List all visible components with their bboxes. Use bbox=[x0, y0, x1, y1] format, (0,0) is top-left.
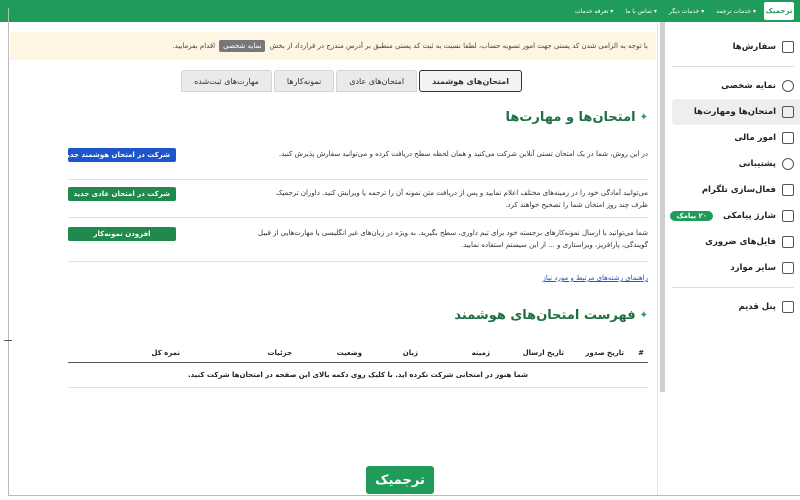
column-header: تاریخ ارسال bbox=[522, 349, 564, 357]
section-title-exams bbox=[505, 110, 648, 125]
section-title-text: فهرست امتحان‌های هوشمند bbox=[454, 308, 636, 323]
nav-other-services[interactable]: خدمات دیگر ▾ bbox=[668, 7, 705, 15]
sidebar-item-label: فایل‌های ضروری bbox=[705, 237, 776, 247]
sidebar-item-other[interactable] bbox=[658, 255, 800, 281]
column-header: # bbox=[638, 349, 644, 357]
alert-text-before: با توجه به الزامی شدن کد پستی جهت امور تسویه حساب، لطفا نسبت به ثبت کد پستی منطبق بر آدرس مندرج در قرارداد از بخش bbox=[269, 42, 648, 50]
exam-option-description: در این روش، شما در یک امتحان تستی آنلاین شرکت می‌کنید و همان لحظه سطح دریافت کرده و می‌توانید سفارش پذیرش کنید. bbox=[278, 150, 648, 158]
frame-divider bbox=[8, 8, 9, 496]
logo[interactable]: ترجمیک bbox=[764, 2, 794, 20]
scrollbar[interactable] bbox=[660, 22, 665, 392]
empty-table-message: شما هنوز در امتحانی شرکت نکرده اید. با کلیک روی دکمه بالای این صفحه در امتحان‌ها شرکت کنید. bbox=[68, 363, 648, 388]
sidebar-item-orders[interactable] bbox=[658, 34, 800, 60]
column-header: جزئیات bbox=[267, 349, 292, 357]
panel-icon bbox=[782, 301, 794, 313]
main-content bbox=[10, 22, 656, 492]
column-header: تاریخ صدور bbox=[585, 349, 624, 357]
exam-option-description: می‌توانید آمادگی خود را در زمینه‌های مختلف اعلام نمایید و پس از دریافت متن نمونه آن را ترجمه یا ویرایش کنید. داوران ترجمیک ظرف چند روز امتحان شما را تصحیح خواهند کرد. bbox=[276, 189, 648, 209]
column-header: زبان bbox=[402, 349, 418, 357]
postal-code-alert bbox=[10, 32, 656, 60]
sidebar-item-label: پشتیبانی bbox=[738, 159, 776, 169]
divider bbox=[4, 340, 12, 341]
sidebar-item-exams[interactable] bbox=[672, 99, 800, 125]
support-icon bbox=[782, 158, 794, 170]
section-title-smart-exams-list bbox=[454, 308, 648, 323]
tab-samples[interactable]: نمونه‌کارها bbox=[274, 70, 334, 92]
column-header: وضعیت bbox=[336, 349, 362, 357]
sidebar-item-label: سفارش‌ها bbox=[732, 42, 776, 52]
sidebar-divider bbox=[672, 287, 794, 288]
exam-icon bbox=[782, 106, 794, 118]
sidebar-item-label: امتحان‌ها ومهارت‌ها bbox=[693, 107, 776, 117]
nav-contact[interactable]: تماس با ما ▾ bbox=[625, 7, 657, 15]
add-sample-button[interactable]: افزودن نمونه‌کار bbox=[68, 227, 176, 241]
tab-regular-exams[interactable]: امتحان‌های عادی bbox=[336, 70, 417, 92]
alert-text-after: اقدام بفرمایید. bbox=[172, 42, 216, 50]
sidebar-item-files[interactable] bbox=[658, 229, 800, 255]
exam-option-regular bbox=[68, 180, 648, 218]
table-header bbox=[68, 344, 648, 363]
settings-icon bbox=[782, 262, 794, 274]
sidebar-item-label: فعال‌سازی تلگرام bbox=[701, 185, 776, 195]
sparkle-icon: ✦ bbox=[639, 310, 648, 321]
document-icon bbox=[782, 41, 794, 53]
alert-profile-link[interactable]: نمایه شخصی bbox=[219, 40, 265, 52]
sparkle-icon: ✦ bbox=[639, 112, 648, 123]
frame-divider-bottom bbox=[8, 495, 800, 496]
sidebar-item-label: شارژ پیامکی bbox=[723, 211, 776, 221]
sidebar-item-telegram[interactable] bbox=[658, 177, 800, 203]
tab-smart-exams[interactable]: امتحان‌های هوشمند bbox=[419, 70, 522, 92]
exam-option-smart bbox=[63, 140, 648, 180]
tab-registered-skills[interactable]: مهارت‌های ثبت‌شده bbox=[181, 70, 272, 92]
top-bar bbox=[0, 0, 800, 22]
sidebar-item-support[interactable] bbox=[658, 151, 800, 177]
sidebar-item-label: سایر موارد bbox=[730, 263, 776, 273]
sidebar-item-label: نمایه شخصی bbox=[721, 81, 776, 91]
sidebar bbox=[657, 22, 800, 495]
telegram-icon bbox=[782, 184, 794, 196]
sidebar-item-profile[interactable] bbox=[658, 73, 800, 99]
exam-option-sample bbox=[68, 218, 648, 262]
exam-tabs bbox=[179, 70, 522, 92]
sidebar-item-old-panel[interactable] bbox=[658, 294, 800, 320]
new-regular-exam-button[interactable]: شرکت در امتحان عادی جدید bbox=[68, 187, 176, 201]
column-header: زمینه bbox=[471, 349, 490, 357]
sms-badge: ۲۰ پیامک bbox=[670, 211, 713, 221]
wallet-icon bbox=[782, 132, 794, 144]
brand-logo: ترجمیک bbox=[366, 466, 434, 494]
sms-icon bbox=[782, 210, 794, 222]
top-nav bbox=[575, 0, 756, 22]
smart-exams-table bbox=[68, 344, 648, 388]
column-header: نمره کل bbox=[151, 349, 180, 357]
section-title-text: امتحان‌ها و مهارت‌ها bbox=[505, 110, 636, 125]
files-icon bbox=[782, 236, 794, 248]
related-fields-guide-link[interactable]: راهنمای رشته‌های مرتبط و مورد نیاز bbox=[542, 274, 648, 282]
nav-pricing[interactable]: تعرفه خدمات ▾ bbox=[574, 7, 614, 15]
sidebar-item-finance[interactable] bbox=[658, 125, 800, 151]
new-smart-exam-button[interactable]: شرکت در امتحان هوشمند جدید bbox=[68, 148, 176, 162]
sidebar-item-sms[interactable] bbox=[658, 203, 800, 229]
nav-translation-services[interactable]: خدمات ترجمه ▾ bbox=[716, 7, 756, 15]
exam-option-description: شما می‌توانید با ارسال نمونه‌کارهای برجسته خود برای تیم داوری، سطح بگیرید. به ویژه در زبان‌های غیر انگلیسی یا مهارت‌هایی از قبیل گویندگی، پارافریز، ویراستاری و ... از این سیستم استفاده نمایید. bbox=[258, 229, 648, 249]
sidebar-item-label: پنل قدیم bbox=[738, 302, 776, 312]
sidebar-divider bbox=[672, 66, 794, 67]
sidebar-item-label: امور مالی bbox=[734, 133, 776, 143]
user-icon bbox=[782, 80, 794, 92]
